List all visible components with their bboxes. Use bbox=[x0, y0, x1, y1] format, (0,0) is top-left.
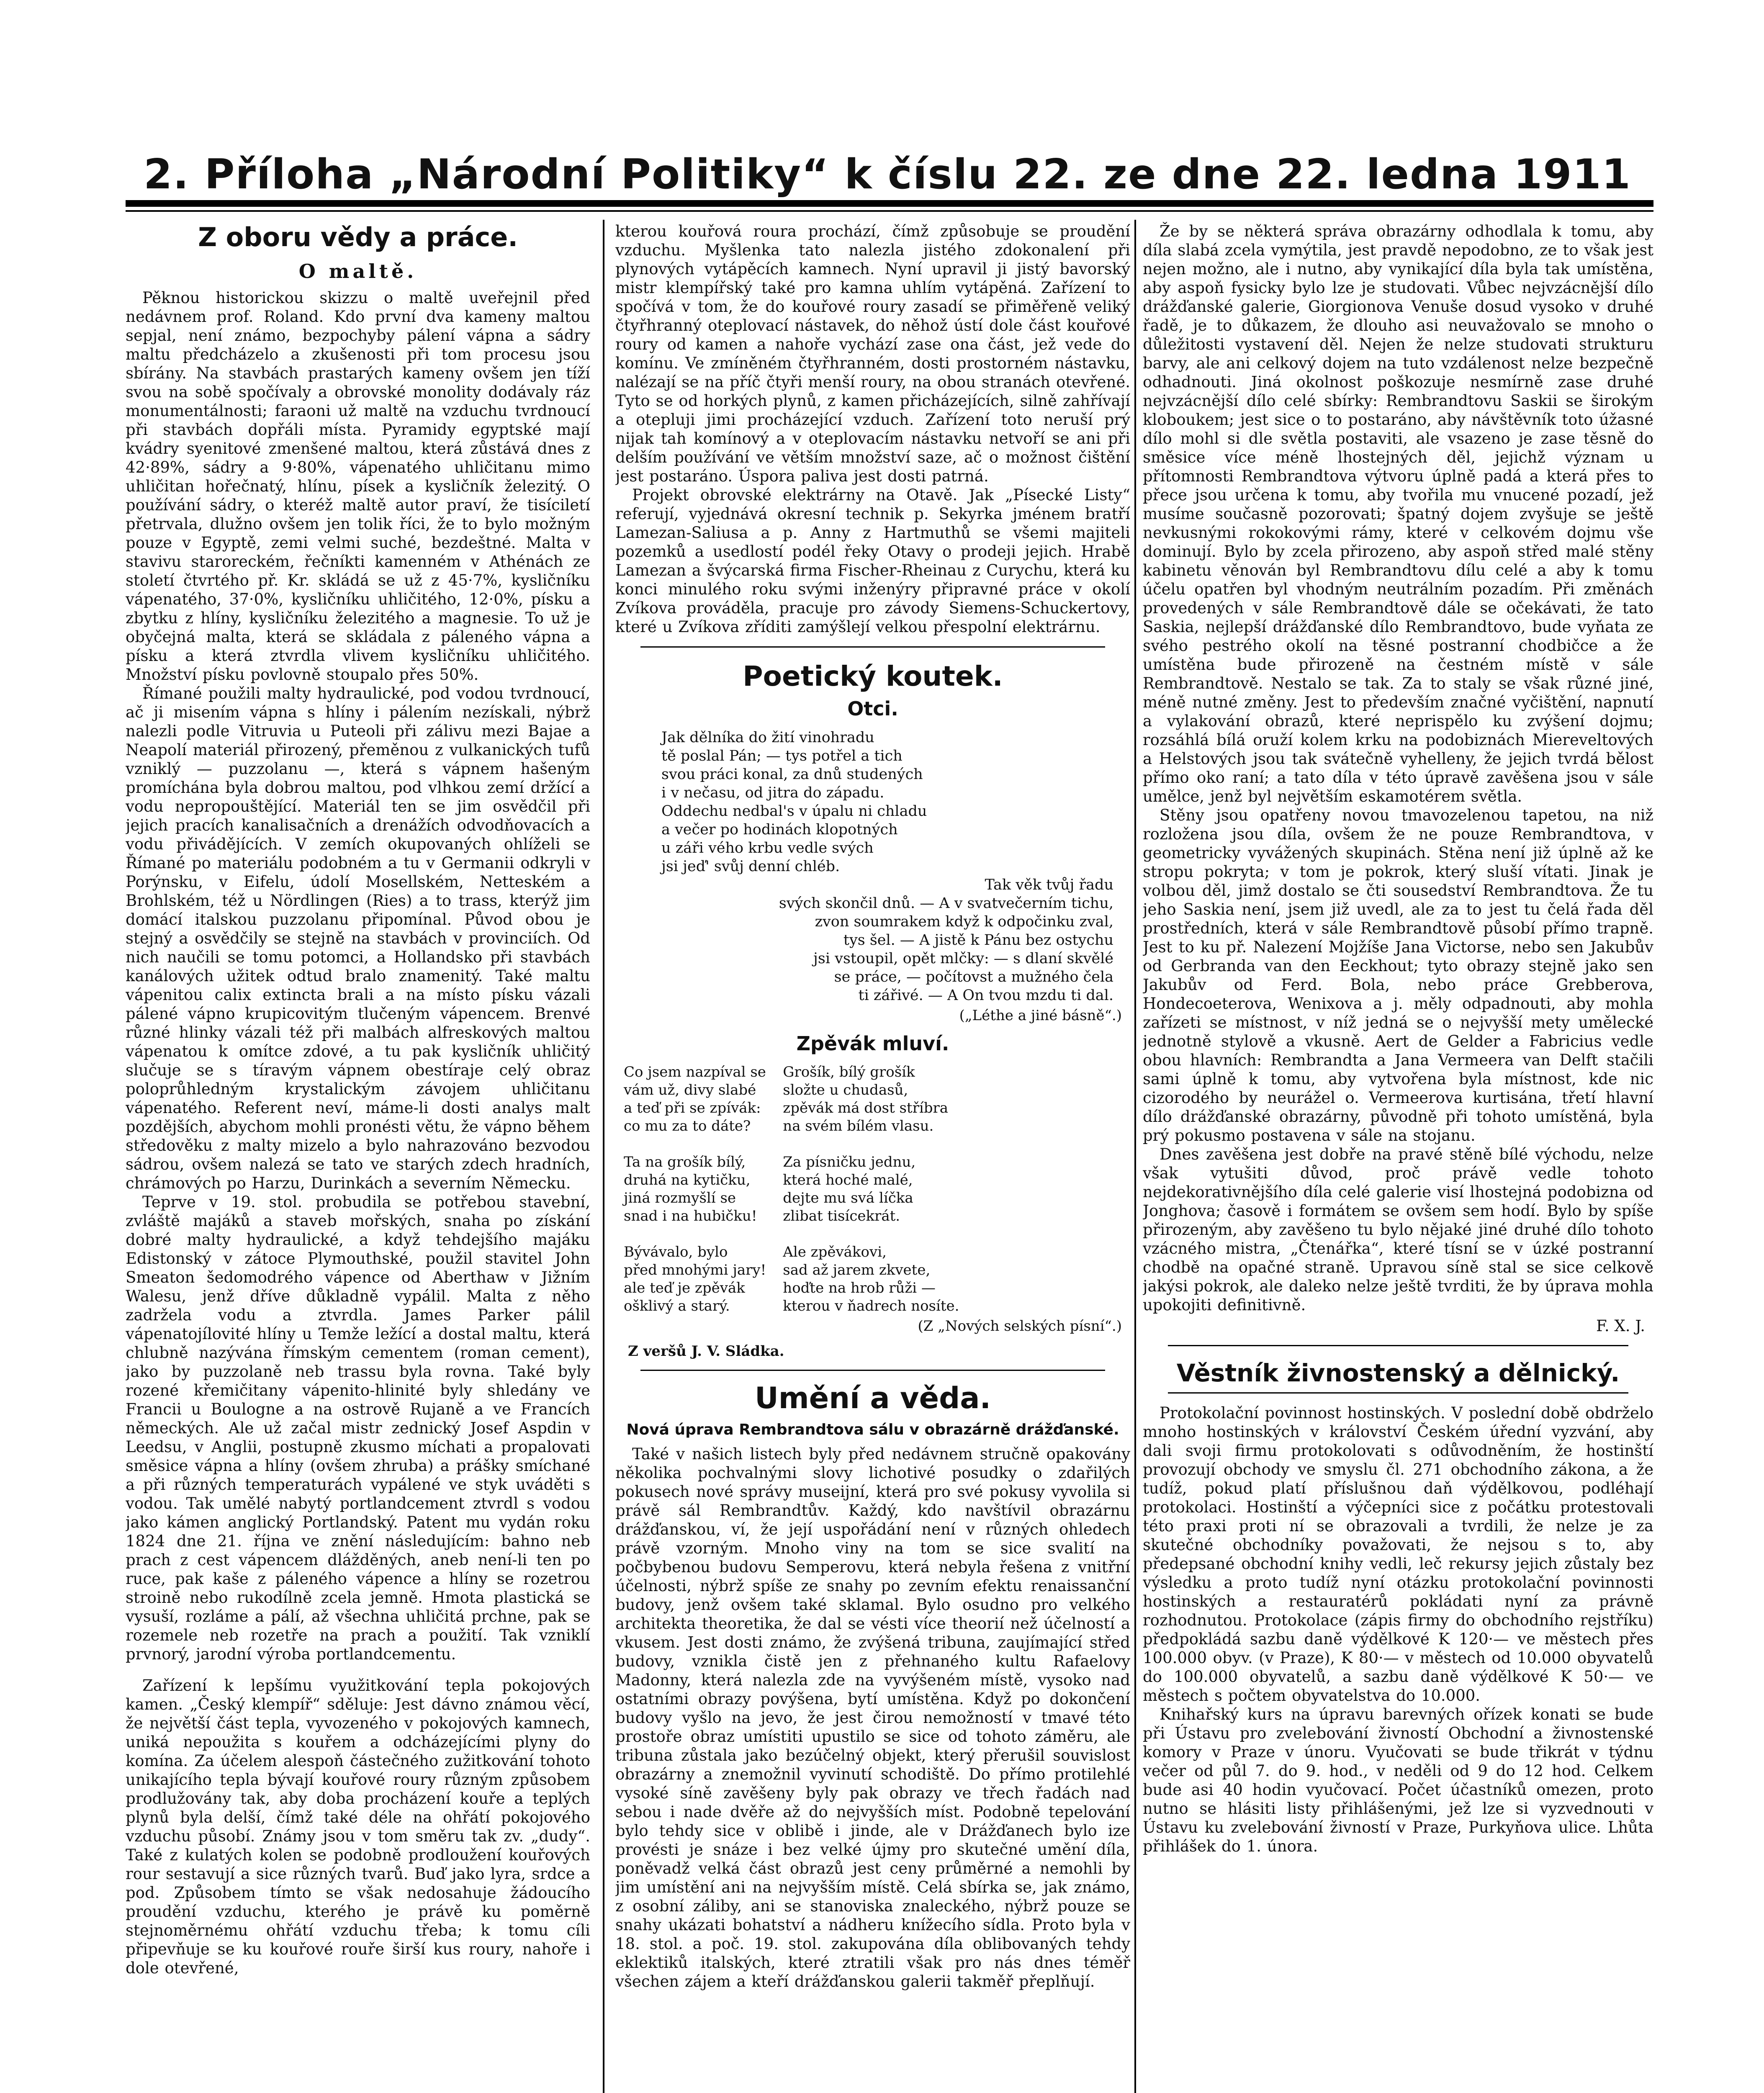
column-divider bbox=[603, 220, 604, 2093]
section-title: Věstník živnostenský a dělnický. bbox=[1176, 1359, 1620, 1387]
poem-lines-right: Grošík, bílý grošík složte u chudasů, zpěvák má dost stříbra na svém bílém vlasu. Za písničku jednu, která hoché malé, dejte mu svá líčka zlibat tisícekrát. Ale zpěvákovi, sad až jarem zkvete, hoďte na hrob růži — kterou v ňadrech nosíte. bbox=[783, 1064, 959, 1314]
poem-lines: Jak dělníka do žití vinohradu tě poslal Pán; — tys potřel a tich svou práci konal, za dnů studených i v nečasu, od jitra do západu. Oddechu nedbal's v úpalu ni chladu a večer po hodinách klopotných u záři vého krbu vedle svých jsi jeď' svůj denní chléb. bbox=[661, 729, 927, 875]
paragraph: Teprve v 19. stol. probudila se potřebou stavební, zvláště majáků a staveb mořských, snaha po získání dobré malty hydraulické, a když tehdejšího majáku Edistonský v zátoce Plymouthské, použil stavitel John Smeaton šedomodrého vápence od Aberthaw v Jižním Walesu, jenž dříve důkladně vypálil. Malta z něho zadržela vodu a ztvrdla. James Parker pálil vápenatojílovité hlíny u Temže ležící a dostal maltu, která chlubně nazývána římským cementem (roman cement), jako by puzzolaně neb trassu byla rovna. Také byly rozené křemičitany vápenito-hlinité byly shledány ve Francii u Boulogne a na ostrově Rujaně a ve Francích německých. Ale už začal mistr zednický Josef Aspdin v Leedsu, v Anglii, postupně zkusmo míchati a propalovati směsice vápna a hlíny (ovšem zhruba) a prášky smíchané a při různých temperaturách vypálené ve styk uváděti s vodou. Tak umělé nabytý portlandcement ztvrdl s vodou jako kámen anglický Portlandský. Patent mu vydán roku 1824 dne 21. října ve znění následujícím: bahno neb prach z cest vápencem dlážděných, aneb není-li ten po ruce, pak kaše z páleného vápence a hlíny se rozetrou stroině nebo rukodílně zcela jemně. Hmota plastická se vysuší, rozláme a pálí, až všechna uhličitá prchne, pak se rozemele neb rozetře na prach a použití. Tak vzniklí prvnorý, jarodní výroba portlandcementu. bbox=[126, 1193, 590, 1663]
column-3 bbox=[1143, 222, 1653, 2093]
divider bbox=[640, 1370, 1105, 1371]
signature: F. X. J. bbox=[1596, 1317, 1645, 1335]
paragraph: Římané použili malty hydraulické, pod vodou tvrdnoucí, ač ji misením vápna s hlíny i pálením nezískali, nýbrž nalezli podle Vitruvia u Puteoli při zálivu mezi Bajae a Neapolí materiál přirozený, přeměnou z vulkanických tufů vzniklý — puzzolanu —, která s vápnem hašeným promíchána byla dobrou maltou, pod vlhkou zemí držící a vodu nepropouštějící. Materiál ten se jim osvědčil při jejich pracích kanalisačních a drenážích odvodňovacích a vodu přivádějících. V zemích okupovaných ohlíželi se Římané po materiálu podobném a tu v Germanii odkryli v Porýnsku, v Eifelu, údolí Mosellském, Netteském a Brohlském, též u Nördlingen (Ries) a to trass, kterýž jim domácí italskou puzzolanu připomínal. Původ obou je stejný a osvědčily se stejně na stavbách v provinciích. Od nich naučili se tomu potomci, a Hollandsko při stavbách kanálových užitek odtud bralo znamenitý. Také maltu vápenitou calix extincta brali a na místo písku vázali pálené vápno krupicovitým tlučeným vápencem. Brenvé různé hlinky vázali též při malbách alfreskových maltou vápenatou k omítce zdové, a tu pak kysličník uhličitý slučuje se s tíravým vápnem obestíraje celý obraz poloprůhledným krystalickým závojem uhličitanu vápenatého. Referent neví, máme-li dosti analys malt pozdějších, abychom mohli pronésti větu, že vápno během středověku z malty mizelo a bylo nahrazováno bezvodou sádrou, ovšem nalezá se tato ve starých zdech hradních, chrámových po Harzu, Durinkách a severním Německu. bbox=[126, 684, 590, 1192]
article-title: Nová úprava Rembrandtova sálu v obrazárně drážďanské. bbox=[626, 1421, 1119, 1438]
article-title: O maltě. bbox=[298, 260, 417, 283]
paragraph: kterou kouřová roura prochází, čímž způsobuje se proudění vzduchu. Myšlenka tato nalezla jistého zdokonalení při plynových vytápěcích kamnech. Nyní upravil ji jistý bavorský mistr klempířský také pro kamna uhlím vytápěná. Zařízení to spočívá v tom, že do kouřové roury zasadí se přiměřeně veliký čtyřhranný oteplovací nástavek, do něhož ústí dole část kouřové roury od kamen a nahoře vychází zase ona část, jež vede do komínu. Ve zmíněném čtyřhranném, dosti prostorném nástavku, nalézají se na příč čtyři menší roury, na obou stranách otevřené. Tyto se od horkých plynů, z kamen přicházejících, silně zahřívají a otepluji jimi procházející vzduch. Zařízení toto neruší prý nijak tah komínový a v oteplovacím nástavku netvoří se ani při delším používání ve větším množství saze, ač o možnost čištění jest postaráno. Úspora paliva jest dosti patrná. bbox=[615, 222, 1130, 485]
poetry-title: Poetický koutek. bbox=[743, 660, 1003, 692]
divider bbox=[1168, 1345, 1628, 1346]
paragraph: Pěknou historickou skizzu o maltě uveřejnil před nedávnem prof. Roland. Kdo první dva kameny maltou sepjal, není známo, bezpochyby pálení vápna a sádry maltu předcházelo a zkušenosti při tom procesu jsou sbírány. Na stavbách prastarých kameny ovšem jen tíží svou na sobě spočívaly a obrovské monolity dodávaly ráz monumentálnosti; faraoni už maltě na vzduchu tvrdnoucí při stavbách dopřáli místa. Pyramidy egyptské mají kvádry syenitové zmenšené maltou, která zůstává dnes z 42·89%, sádry a 9·80%, vápenatého uhličitanu mimo uhličitan hořečnatý, hlínu, písek a kysličník železitý. O používání sádry, o kteréž maltě autor praví, že tisíciletí přetrvala, dlužno ovšem jen tolik říci, že to bylo možným pouze v Egyptě, zemi velmi suché, bezdeštné. Malta v stavivu staroreckém, řečníkti kamenném v Athénách ze století čtvrtého př. Kr. skládá se už z 45·7%, kysličníku vápenatého, 37·0%, kysličníku uhličitého, 12·0%, písku a zbytku z hlíny, kysličníku železitého a magnesie. To už je obyčejná malta, která se skládala z páleného vápna a písku a která ztvrdla vlivem kysličníku uhličitého. Množství písku povlovně stoupalo přes 50%. bbox=[126, 289, 590, 684]
divider bbox=[1168, 1392, 1628, 1394]
poem-lines-left: Co jsem nazpíval se vám už, divy slabé a teď při se zpívák: co mu za to dáte? Ta na grošík bílý, druhá na kytičku, jiná rozmyšlí se snad i na hubičku! Bývávalo, bylo před mnohými jary! ale teď je zpěvák ošklivý a starý. bbox=[624, 1064, 766, 1314]
paragraph: Stěny jsou opatřeny novou tmavozelenou tapetou, na niž rozložena jsou díla, ovšem že ne pouze Rembrandtova, v geometricky vyvážených skupinách. Stěna není již úplně až ke stropu pokryta; v tom je pokrok, který sluší vítati. Jinak je volbou děl, jimž dostalo se čti sousedství Rembrandtova. Že tu jeho Saskia není, jsem již uvedl, ale za to jest tu čelá řada děl prostředních, která v sále Rembrandtově působí přímo trapně. Jest to ku př. Nalezení Mojžíše Jana Victorse, nebo sen Jakubův od Gerbranda van den Eeckhout; tyto obrazy stejně jako sen Jakubův od Ferd. Bola, nebo práce Grebberova, Hondecoeterova, Wenixova a j. měly odpadnouti, aby mohla zařízeti se místnost, v níž jedná se o nejvyšší mety umělecké jednotně stylově a vkusně. Aert de Gelder a Fabricius vedle obou hlavních: Rembrandta a Jana Vermeera van Delft stačili sami úplně k tomu, aby vytvořena byla místnost, kde nic cizorodého by neurážel o. Vermeerova kurtisána, třetí hlavní dílo drážďanské obrazárny, původně při tohoto umístěná, byla prý pokusmo postavena v sále na stojanu. bbox=[1143, 806, 1653, 1144]
paragraph: Knihařský kurs na úpravu barevných ořízek konati se bude při Ústavu pro zvelebování živností Obchodní a živnostenské komory v Praze v únoru. Vyučovati se bude třikrát v týdnu večer od půl 7. do 9. hod., v neděli od 9 do 12 hod. Celkem bude asi 40 hodin vyučovací. Počet účastníků omezen, proto nutno se hlásiti listy přihlášenými, jež lze si vyzvednouti v Ústavu ku zvelebování živností v Praze, Purkyňova ulice. Lhůta přihlášek do 1. února. bbox=[1143, 1705, 1653, 1855]
paragraph: Že by se některá správa obrazárny odhodlala k tomu, aby díla slabá zcela vymýtila, jest pravdě nepodobno, ze to však jest nejen možno, ale i nutno, aby vynikající díla byla tak umístěna, aby aspoň fysicky bylo lze je studovati. Vůbec nejvzácnější dílo drážďanské galerie, Giorgionova Venuše dosud vysoko v druhé řadě, je to důkazem, že dlouho asi neuvažovalo se mnoho o důležitosti vystavení děl. Nejen že nelze studovati strukturu barvy, ale ani celkový dojem na tuto vzdálenost nelze bezpečně odhadnouti. Jiná okolnost poškozuje nesmírně zase druhé nejvzácnější dílo celé sbírky: Rembrandtovu Saskii se širokým kloboukem; jest sice o to postaráno, aby návštěvník toto úžasné dílo mohl si dle světla postaviti, ale vsazeno je zase těsně do směsice více méně lhostejných děl, jejichž význam u přítomnosti Rembrandtova výtvoru úplně padá a která přes to přece jsou určena k tomu, aby tvořila mu vnucené pozadí, jež musíme současně pozorovati; špatný dojem zvyšuje se ještě nevkusnými rokokovými rámy, které v celkovém dojmu vše dominují. Bylo by zcela přirozeno, aby aspoň střed malé stěny kabinetu věnován byl Rembrandtovu dílu celé a aby k tomu účelu opatřen byl vhodným neutrálním pozadím. Při změnách provedených v sále Rembrandtově dále se očekávati, že tato Saskia, nejlepší drážďanské dílo Rembrandtovo, bude vyňata ze svého pestrého okolí na těsné postranní chodbičce a že umístěna bude přirozeně na čestném místě v sále Rembrandtově. Nestalo se tak. Za to staly se však různé jiné, méně nutné změny. Jest to především značné vyčištění, napnutí a vylakování obrazů, které neprispělo ku zvýšení dojmu; rozsáhlá bílá oruží kolem krku na podobiznách Miereveltových a Helstových jsou tak svátečně vyhelleny, že jejich tvrdá bělost přímo oko raní; a tato díla v této úpravě zavěšena jsou v sále umělce, jenž byl největším eskamotérem světla. bbox=[1143, 222, 1653, 805]
poem-title: Otci. bbox=[847, 697, 898, 720]
paragraph: Protokolační povinnost hostinských. V poslední době obdrželo mnoho hostinských v království Českém úřední vyzvání, aby dali svoji firmu protokolovati s odůvodněním, že hostinští provozují obchody ve smyslu čl. 271 obchodního zákona, a že tudíž, pokud platí příslušnou daň výdělkovou, podléhají protokolaci. Hostinští a výčepníci sice z počátku protestovali této praxi proti ní se obrazovali a tvrdili, že nelze je za skutečné obchodníky považovati, že nejsou s to, aby předepsané obchodní knihy vedli, leč rekursy jejich zůstaly bez výsledku a proto tudíž nyní otázku protokolační povinnosti hostinských a restauratérů pokládati nyní za právně rozhodnutou. Protokolace (zápis firmy do obchodního rejstříku) předpokládá sazbu daně výdělkové K 120·— ve městech přes 100.000 obyv. (v Praze), K 80·— v městech od 10.000 obyvatelů do 100.000 obyvatelů, a sazbu daně výdělkové K 50·— ve městech s počtem obyvatelstva do 10.000. bbox=[1143, 1404, 1653, 1705]
header-rule-thin bbox=[126, 210, 1653, 212]
column-1 bbox=[126, 222, 590, 2093]
paragraph: Dnes zavěšena jest dobře na pravé stěně bílé východu, nelze však vytušiti důvod, proč právě vedle tohoto nejdekorativnějšího díla celé galerie visí lhostejná podobizna od Jonghova; časově i formátem se ovšem sem hodí. Bylo by spíše přirozeným, aby zavěšeno tu bylo nějaké jiné druhé dílo tohoto vzácného mistra, „Čtenářka“, které tísní se v úzké postranní chodbě na opačné straně. Upravou síně stal se sice celkově jakýsi pokrok, ale daleko nelze ještě tvrditi, že by úprava mohla upokojiti definitivně. bbox=[1143, 1145, 1653, 1314]
poem-source: („Léthe a jiné básně“.) bbox=[959, 1007, 1122, 1024]
column-2 bbox=[615, 222, 1130, 2093]
page-header: 2. Příloha „Národní Politiky“ k číslu 22. ze dne 22. ledna 1911 bbox=[144, 151, 1631, 198]
column-divider bbox=[1134, 220, 1136, 2093]
divider bbox=[640, 646, 1105, 648]
paragraph: Projekt obrovské elektrárny na Otavě. Jak „Písecké Listy“ referují, vyjednává okresní technik p. Sekyrka jménem bratří Lamezan-Saliusa a p. Anny z Hartmuthů se všemi majiteli pozemků a usedlostí podél řeky Otavy o prodeji jejich. Hrabě Lamezan a švýcarská firma Fischer-Rheinau z Curychu, která ku konci minulého roku svými inženýry připravné práce v okolí Zvíkova prováděla, pracuje pro závody Siemens-Schuckertovy, které u Zvíkova zříditi zamýšlejí velkou přespolní elektrárnu. bbox=[615, 486, 1130, 636]
poem-columns bbox=[624, 1063, 1122, 1315]
section-title: Z oboru vědy a práce. bbox=[198, 222, 518, 252]
poem-author: Z veršů J. V. Sládka. bbox=[628, 1343, 784, 1360]
paragraph: Zařízení k lepšímu využitkování tepla pokojových kamen. „Český klempíř“ sděluje: Jest dávno známou věcí, že největší část tepla, vyvozeného v pokojových kamnech, uniká nepoužita s kouřem a odcházejícími plyny do komína. Za účelem alespoň částečného zužitkování tohoto unikajícího tepla bývají kouřové roury různým způsobem prodlužovány tak, aby doba procházení kouře a teplých plynů byla delší, čímž také déle na ohřátí pokojového vzduchu působí. Známy jsou v tom směru tak zv. „dudy“. Také z kulatých kolen se podobně prodloužení kouřových rour sestavují a sice různých tvarů. Buď jako lyra, srdce a pod. Způsobem tímto se však nedosahuje žádoucího proudění vzduchu, kterého je právě ku poměrně stejnoměrnému ohřátí vzduchu třeba; k tomu cíli připevňuje se ku kouřové rouře širší kus roury, nahoře i dole otevřené, bbox=[126, 1676, 590, 1977]
section-title: Umění a věda. bbox=[754, 1381, 991, 1415]
poem-source: (Z „Nových selských písní“.) bbox=[918, 1318, 1122, 1334]
poem-title: Zpěvák mluví. bbox=[796, 1032, 949, 1055]
paragraph: Také v našich listech byly před nedávnem stručně opakovány několika pochvalnými slovy lichotivé posudky o zdařilých pokusech nové správy museijní, která pro své pokusy vyvolila si právě sál Rembrandtův. Každý, kdo navštívil obrazárnu drážďanskou, ví, že její uspořádání není v různých ohledech právě vzorným. Mnoho viny na tom se sice svalití na počbybenou budovu Semperovu, která nebyla řešena z vnitřní účelnosti, nýbrž spíše ze snahy po zevním efektu renaissanční budovy, jenž ovšem také sklamal. Bylo osudno pro velkého architekta theoretika, že dal se vésti více theorií než účelností a vkusem. Jest dosti známo, že zvýšená tribuna, zaujímající střed budovy, vznikla čistě jen z přehnaného kultu Rafaelovy Madonny, která nalezla zde na vyvýšeném místě, vysoko nad ostatními obrazy povýšena, bytí umístěna. Když po dokončení budovy vyšlo na jevo, že jest čirou nemožností v tmavé této prostoře obraz umístiti upustilo se sice od tohoto záměru, ale tribuna zůstala jako bezúčelný objekt, který přerušil souvislost obrazárny a znemožnil vyvinutí schodiště. Do přímo protilehlé vysoké síně zavěšeny byly pak obrazy ve třech řadách nad sebou i nade dvěře až do nejvyšších míst. Podobně tepelování bylo tehdy sice v oblibě i jinde, ale v Drážďanech bylo ize provésti je snáze i bez velké újmy pro skutečné umění díla, poněvadž velká část obrazů jest ceny průměrné a nemohli by jim umístění ani na nejvyšším místě. Celá sbírka se, jak známo, z osobní záliby, ani se stanoviska znaleckého, nýbrž pouze se snahy ukázati bohatství a nádheru knížecího sídla. Proto byla v 18. stol. a poč. 19. stol. zakupována díla oblibovaných tehdy eklektiků italských, které ztratili však pro nás dnes téměř všechen zájem a kteří drážďanskou galerii takměř přeplňují. bbox=[615, 1445, 1130, 1990]
poem-lines: Tak věk tvůj řadu svých skončil dnů. — A v svatvečerním tichu, zvon soumrakem když k odpočinku zval, tys šel. — A jistě k Pánu bez ostychu jsi vstoupil, opět mlčky: — s dlaní skvělé se práce, — počítovst a mužného čela ti zářivé. — A On tvou mzdu ti dal. bbox=[779, 877, 1113, 1004]
header-rule bbox=[126, 200, 1653, 207]
